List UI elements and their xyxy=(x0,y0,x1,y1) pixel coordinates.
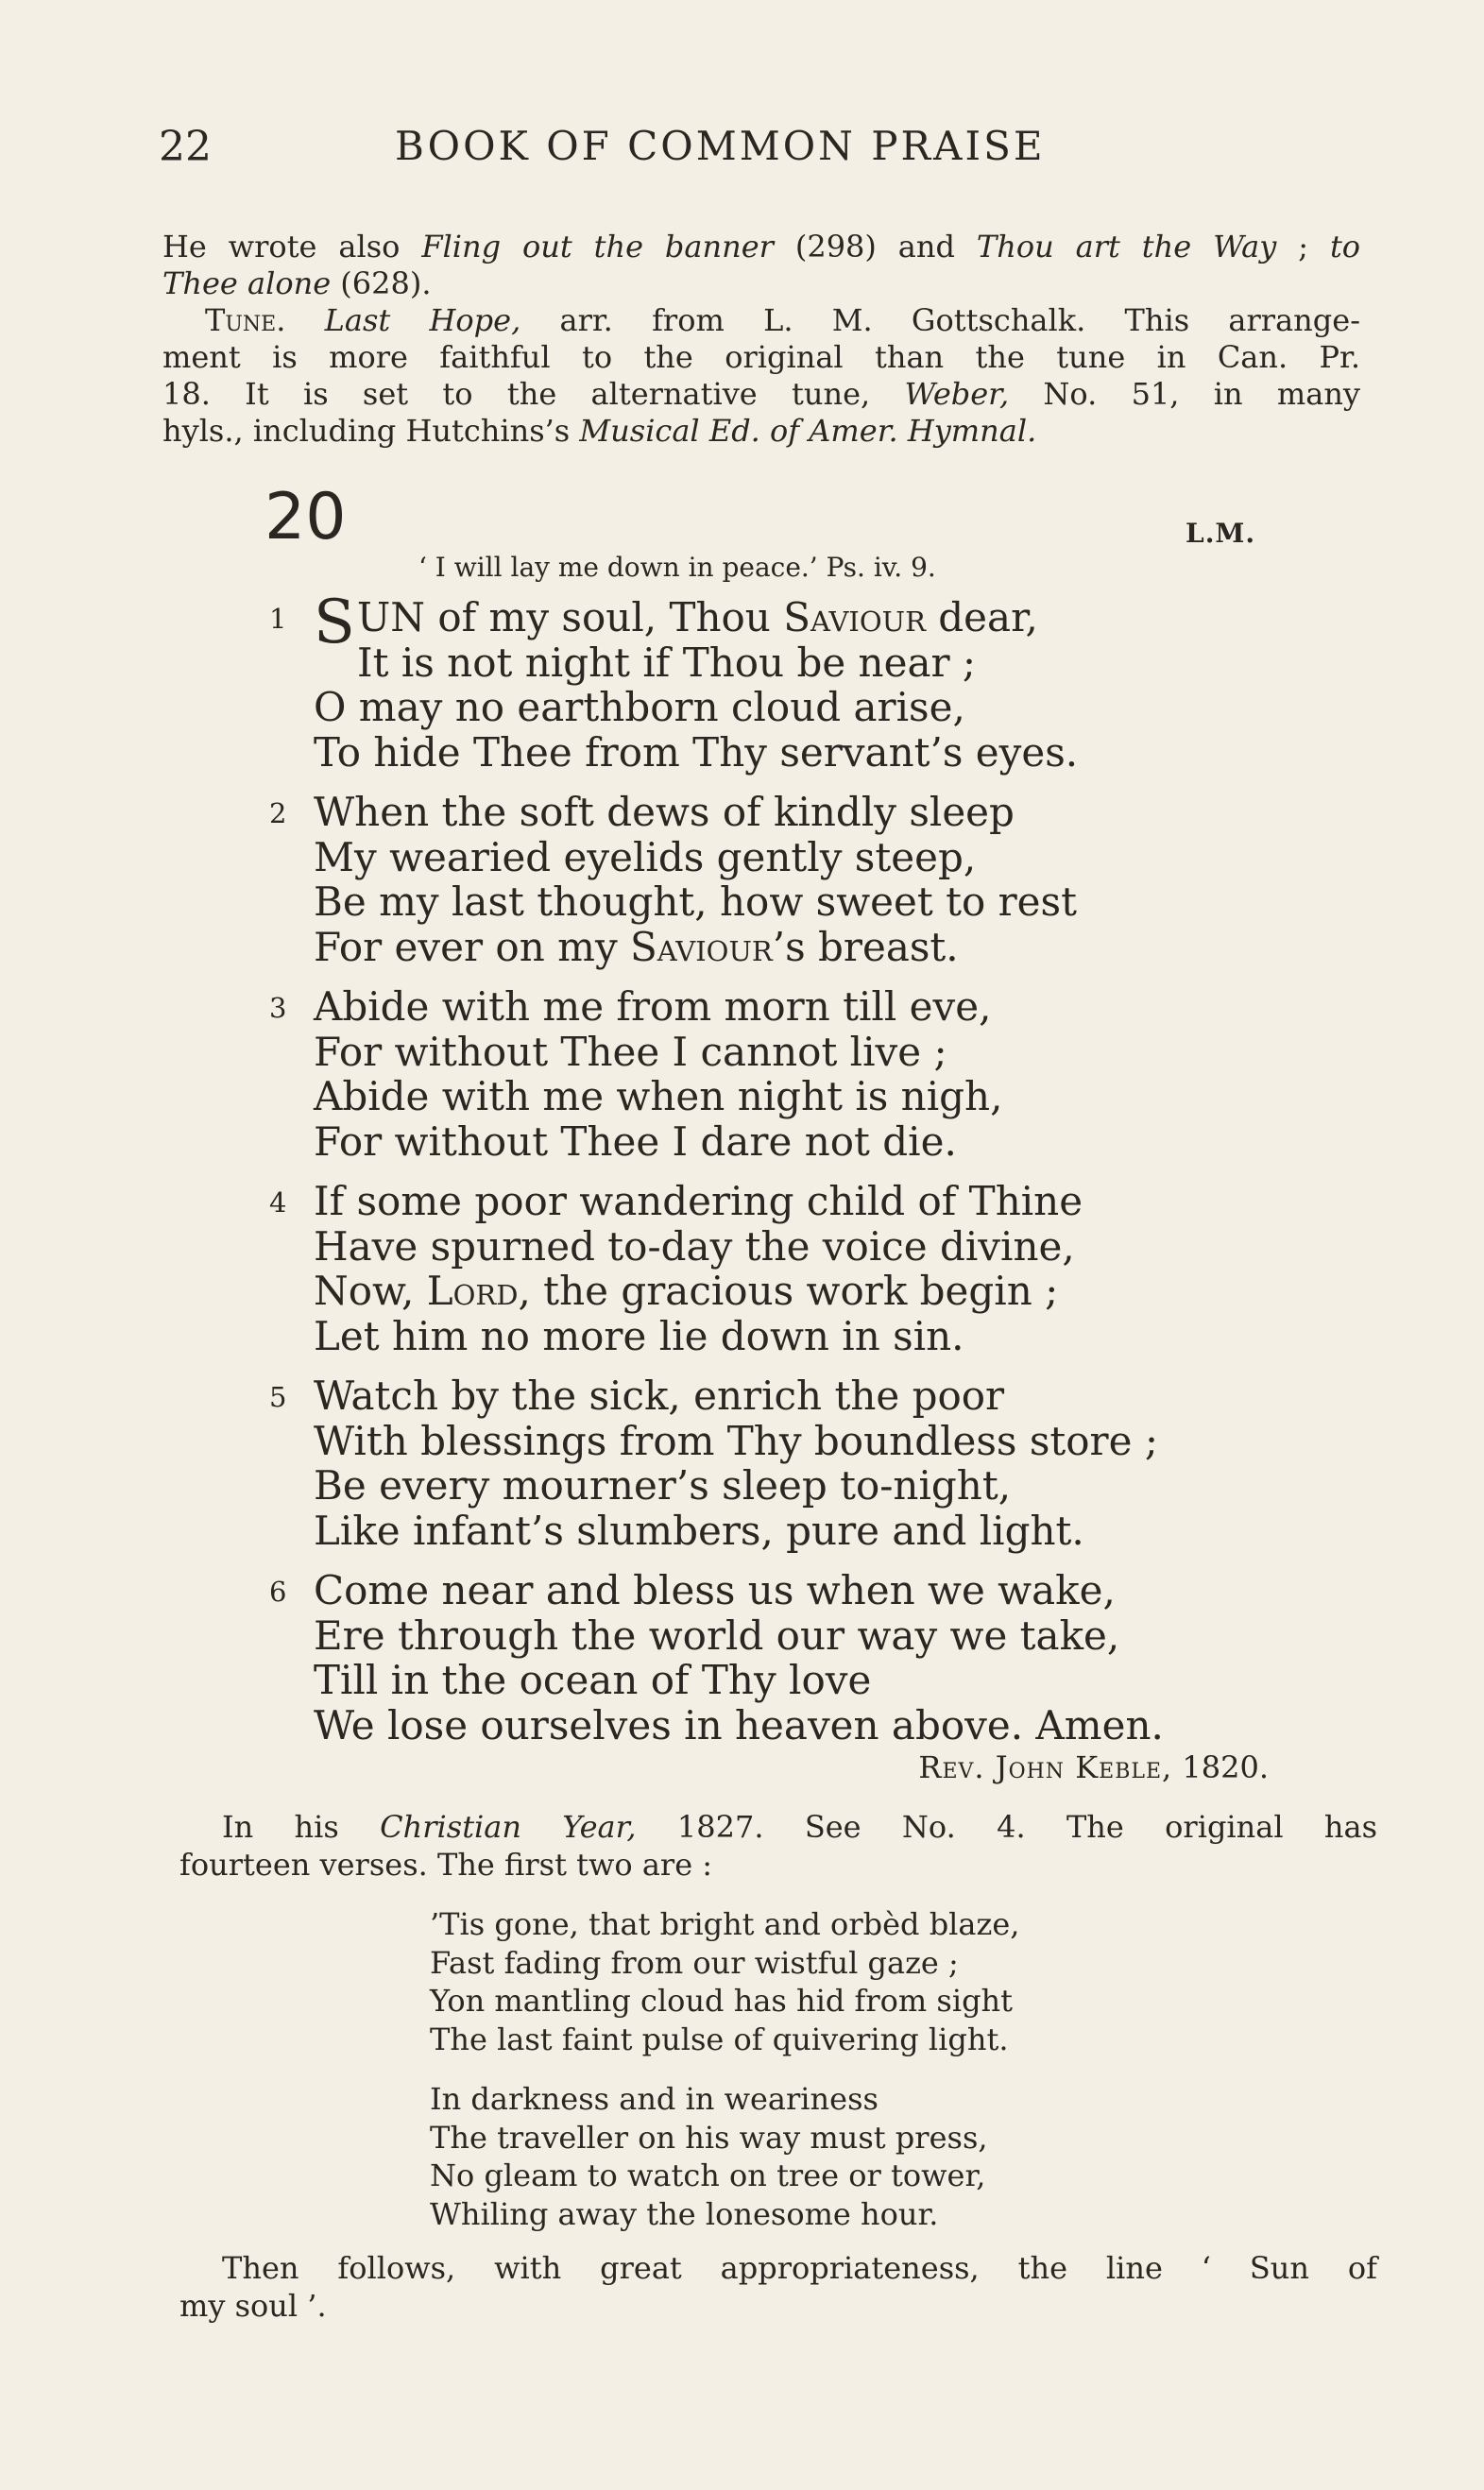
verse-number: 1 xyxy=(269,603,287,635)
intro-line-3: Tune. Last Hope, arr. from L. M. Gottschalk. This arrange- xyxy=(205,302,1361,338)
intro-line-5: 18. It is set to the alternative tune, Weber, No. 51, in many xyxy=(162,376,1361,412)
quoted-line: Whiling away the lonesome hour. xyxy=(430,2195,939,2232)
closing-line-1: Then follows, with great appropriateness, the line ‘ Sun of xyxy=(222,2250,1377,2286)
verse-line: Now, Lord, the gracious work begin ; xyxy=(314,1268,1059,1314)
stanza-6 xyxy=(269,1568,1308,1748)
verse-line: 4 If some poor wandering child of Thine xyxy=(269,1178,1083,1224)
verse-number: 4 xyxy=(269,1186,287,1219)
closing-note xyxy=(179,2250,1377,2328)
quoted-line: The traveller on his way must press, xyxy=(430,2119,988,2156)
drop-cap: S xyxy=(314,588,355,657)
verse-line: For without Thee I dare not die. xyxy=(314,1117,957,1165)
verse-number: 6 xyxy=(269,1576,287,1608)
verse-line: Ere through the world our way we take, xyxy=(314,1612,1120,1659)
intro-line-4: ment is more faithful to the original than the tune in Can. Pr. xyxy=(162,339,1360,375)
verse-line: Be every mourner’s sleep to-night, xyxy=(314,1462,1012,1509)
verse-line: 3 Abide with me from morn till eve, xyxy=(269,983,992,1030)
intro-note xyxy=(162,231,1360,452)
verse-line: For without Thee I cannot live ; xyxy=(314,1028,947,1075)
quoted-line: ’Tis gone, that bright and orbèd blaze, xyxy=(430,1906,1020,1942)
verse-line: 2 When the soft dews of kindly sleep xyxy=(269,789,1015,835)
stanza-3 xyxy=(269,984,1308,1164)
hymn-epigraph: ‘ I will lay me down in peace.’ Ps. iv. 9. xyxy=(418,552,936,583)
verse-line: My wearied eyelids gently steep, xyxy=(314,833,977,880)
note-line-2: fourteen verses. The first two are : xyxy=(179,1847,713,1883)
hymn-author: Rev. John Keble, 1820. xyxy=(918,1749,1269,1785)
verse-line: For ever on my Saviour’s breast. xyxy=(314,923,959,970)
page-number: 22 xyxy=(159,123,212,171)
verse-line: Be my last thought, how sweet to rest xyxy=(314,878,1077,925)
verse-line: Till in the ocean of Thy love xyxy=(314,1657,872,1703)
hymn-note xyxy=(179,1809,1377,1885)
verse-line: Abide with me when night is nigh, xyxy=(314,1073,1003,1119)
quoted-line: The last faint pulse of quivering light. xyxy=(430,2021,1009,2057)
stanza-1 xyxy=(269,588,1308,776)
intro-line-2: Thee alone (628). xyxy=(162,265,432,301)
note-line-1: In his Christian Year, 1827. See No. 4. The original has xyxy=(222,1809,1378,1845)
verse-line: Let him no more lie down in sin. xyxy=(314,1312,964,1359)
verse-line: 1 SUN of my soul, Thou Saviour dear, xyxy=(269,588,1038,657)
quoted-verse-1 xyxy=(430,1906,1019,2059)
verse-line: Have spurned to-day the voice divine, xyxy=(314,1222,1075,1270)
quoted-line: Fast fading from our wistful gaze ; xyxy=(430,1944,959,1981)
hymn-number: 20 xyxy=(264,480,347,554)
stanza-2 xyxy=(269,790,1308,969)
quoted-verse-2 xyxy=(430,2081,988,2234)
verse-line: O may no earthborn cloud arise, xyxy=(314,684,965,730)
quoted-line: No gleam to watch on tree or tower, xyxy=(430,2157,986,2193)
verse-number: 3 xyxy=(269,992,287,1024)
verse-line: 5 Watch by the sick, enrich the poor xyxy=(269,1373,1005,1419)
hymn-meter: L.M. xyxy=(1185,518,1256,549)
intro-line-6: hyls., including Hutchins’s Musical Ed. of Amer. Hymnal. xyxy=(162,413,1037,449)
page-header xyxy=(159,123,1141,179)
verse-number: 5 xyxy=(269,1381,287,1413)
verse-line: We lose ourselves in heaven above. Amen. xyxy=(314,1701,1164,1748)
running-title: BOOK OF COMMON PRAISE xyxy=(395,123,1046,169)
verse-line: 6 Come near and bless us when we wake, xyxy=(269,1567,1116,1613)
verse-line: With blessings from Thy boundless store ; xyxy=(314,1417,1158,1464)
verse-line: To hide Thee from Thy servant’s eyes. xyxy=(314,728,1079,776)
verse-line: It is not night if Thou be near ; xyxy=(357,639,977,686)
stanza-4 xyxy=(269,1179,1308,1358)
hymn-text xyxy=(269,588,1308,1763)
closing-line-2: my soul ’. xyxy=(179,2288,327,2324)
quoted-line: In darkness and in weariness xyxy=(430,2081,878,2117)
intro-line-1: He wrote also Fling out the banner (298) and Thou art the Way ; to xyxy=(162,229,1361,264)
verse-number: 2 xyxy=(269,797,287,829)
quoted-line: Yon mantling cloud has hid from sight xyxy=(430,1983,1014,2019)
stanza-5 xyxy=(269,1373,1308,1553)
verse-line: Like infant’s slumbers, pure and light. xyxy=(314,1507,1084,1554)
